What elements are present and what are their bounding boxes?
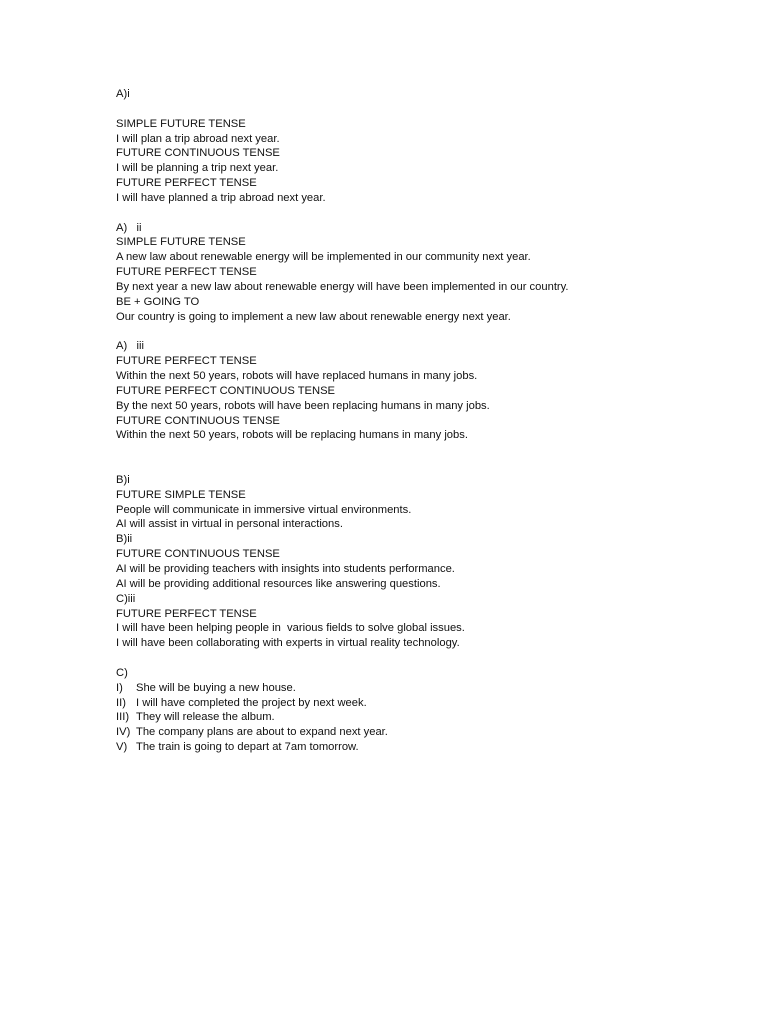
list-item bbox=[116, 681, 736, 696]
list-item-text: The company plans are about to expand next year. bbox=[136, 726, 388, 739]
text-line: A new law about renewable energy will be implemented in our community next year. bbox=[116, 251, 531, 264]
text-line: By the next 50 years, robots will have been replacing humans in many jobs. bbox=[116, 399, 490, 412]
list-item bbox=[116, 696, 736, 711]
section-a-ii bbox=[116, 221, 736, 340]
text-line: SIMPLE FUTURE TENSE bbox=[116, 236, 246, 249]
blank-line bbox=[116, 102, 736, 117]
list-item-text: She will be buying a new house. bbox=[136, 681, 296, 694]
text-line: I will have been helping people in various fields to solve global issues. bbox=[116, 622, 465, 635]
text-line: AI will assist in virtual in personal interactions. bbox=[116, 518, 343, 531]
list-item bbox=[116, 725, 736, 740]
document-body bbox=[116, 87, 736, 755]
section-c bbox=[116, 666, 736, 755]
text-line: I will have been collaborating with experts in virtual reality technology. bbox=[116, 637, 460, 650]
section-heading: C) bbox=[116, 666, 128, 679]
text-line: FUTURE PERFECT TENSE bbox=[116, 177, 257, 190]
text-line: I will have planned a trip abroad next year. bbox=[116, 191, 326, 204]
blank-line bbox=[116, 325, 736, 340]
text-line: Within the next 50 years, robots will be replacing humans in many jobs. bbox=[116, 429, 468, 442]
list-item-number: II) bbox=[116, 696, 126, 709]
text-line: People will communicate in immersive virtual environments. bbox=[116, 503, 412, 516]
section-a-i bbox=[116, 87, 736, 221]
text-line: I will be planning a trip next year. bbox=[116, 162, 279, 175]
text-line: A)i bbox=[116, 88, 130, 100]
text-line: By next year a new law about renewable energy will have been implemented in our country. bbox=[116, 280, 569, 293]
text-line: AI will be providing teachers with insights into students performance. bbox=[116, 563, 455, 575]
text-line: Within the next 50 years, robots will have replaced humans in many jobs. bbox=[116, 370, 478, 383]
section-a-iii bbox=[116, 339, 736, 473]
list-item-number: V) bbox=[116, 741, 128, 754]
text-line: FUTURE SIMPLE TENSE bbox=[116, 488, 246, 501]
text-line: FUTURE PERFECT TENSE bbox=[116, 607, 257, 620]
blank-line bbox=[116, 458, 736, 473]
text-line: BE + GOING TO bbox=[116, 295, 200, 308]
list-item-text: I will have completed the project by next week. bbox=[136, 696, 367, 709]
blank-line bbox=[116, 651, 736, 666]
text-line: Our country is going to implement a new law about renewable energy next year. bbox=[116, 310, 511, 323]
section-b bbox=[116, 473, 736, 666]
text-line: SIMPLE FUTURE TENSE bbox=[116, 117, 246, 130]
text-line: FUTURE PERFECT TENSE bbox=[116, 355, 257, 368]
text-line: AI will be providing additional resources like answering questions. bbox=[116, 577, 441, 590]
list-item-text: They will release the album. bbox=[136, 711, 275, 724]
text-line: FUTURE PERFECT TENSE bbox=[116, 266, 257, 279]
text-line: FUTURE PERFECT CONTINUOUS TENSE bbox=[116, 384, 336, 397]
list-item bbox=[116, 710, 736, 725]
text-line: FUTURE CONTINUOUS TENSE bbox=[116, 548, 280, 561]
list-item-text: The train is going to depart at 7am tomorrow. bbox=[136, 741, 359, 754]
text-line: B)i bbox=[116, 473, 130, 486]
text-line: A) ii bbox=[116, 221, 142, 234]
list-item bbox=[116, 740, 736, 755]
text-line: B)ii bbox=[116, 533, 133, 546]
blank-line bbox=[116, 206, 736, 221]
text-line: FUTURE CONTINUOUS TENSE bbox=[116, 414, 280, 427]
list-item-number: IV) bbox=[116, 726, 131, 739]
text-line: A) iii bbox=[116, 340, 144, 353]
text-line: FUTURE CONTINUOUS TENSE bbox=[116, 147, 280, 160]
blank-line bbox=[116, 443, 736, 458]
text-line: C)iii bbox=[116, 592, 136, 605]
list-item-number: III) bbox=[116, 711, 130, 724]
text-line: I will plan a trip abroad next year. bbox=[116, 132, 280, 145]
list-item-number: I) bbox=[116, 681, 123, 694]
